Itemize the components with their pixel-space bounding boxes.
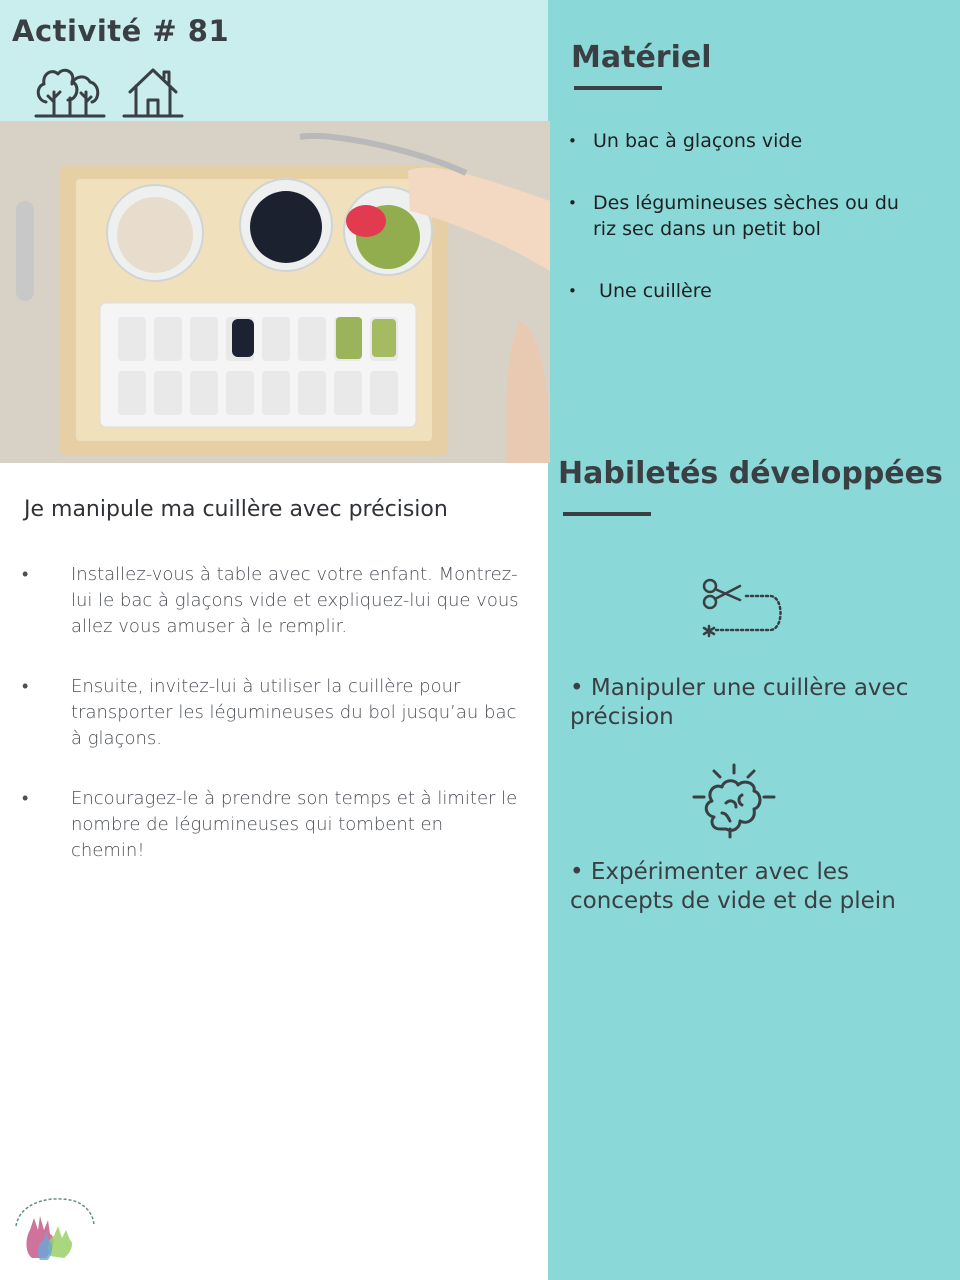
list-item — [22, 562, 522, 640]
list-item — [22, 786, 522, 864]
heading-underline — [574, 86, 662, 90]
step-text: Encouragez-le à prendre son temps et à limiter le nombre de légumineuses qui tombent en chemin! — [71, 788, 518, 861]
bullet: • — [22, 788, 29, 809]
materials-list — [568, 128, 928, 340]
list-item — [568, 190, 928, 242]
material-text: Un bac à glaçons vide — [593, 130, 803, 152]
list-item — [568, 128, 928, 154]
scissors-icon — [700, 576, 786, 642]
bullet: • — [22, 564, 29, 585]
skill-item: • Expérimenter avec les concepts de vide et de plein — [570, 859, 896, 914]
list-item — [22, 674, 522, 752]
activity-subtitle: Je manipule ma cuillère avec précision — [24, 497, 448, 522]
materials-heading: Matériel — [571, 40, 712, 75]
hands-logo — [10, 1192, 98, 1264]
activity-title: Activité # 81 — [12, 14, 230, 48]
material-text: Une cuillère — [593, 280, 712, 302]
material-text: Des légumineuses sèches ou du riz sec dans un petit bol — [593, 192, 899, 240]
step-text: Ensuite, invitez-lui à utiliser la cuillère pour transporter les légumineuses du bol jusqu’au bac à glaçons. — [71, 676, 517, 749]
trees-icon — [34, 62, 106, 120]
heading-underline — [563, 512, 651, 516]
brain-idea-icon — [690, 763, 778, 839]
bullet: • — [568, 194, 577, 212]
skill-item: • Manipuler une cuillère avec précision — [570, 675, 909, 730]
bullet: • — [568, 282, 577, 300]
skills-heading: Habiletés développées — [558, 456, 943, 491]
list-item — [568, 278, 928, 304]
bullet: • — [22, 676, 29, 697]
activity-photo — [0, 121, 550, 463]
house-icon — [122, 66, 184, 120]
instruction-list — [22, 562, 522, 898]
step-text: Installez-vous à table avec votre enfant. Montrez-lui le bac à glaçons vide et expliquez-lui que vous allez vous amuser à le remplir. — [71, 564, 519, 637]
bullet: • — [568, 132, 577, 150]
